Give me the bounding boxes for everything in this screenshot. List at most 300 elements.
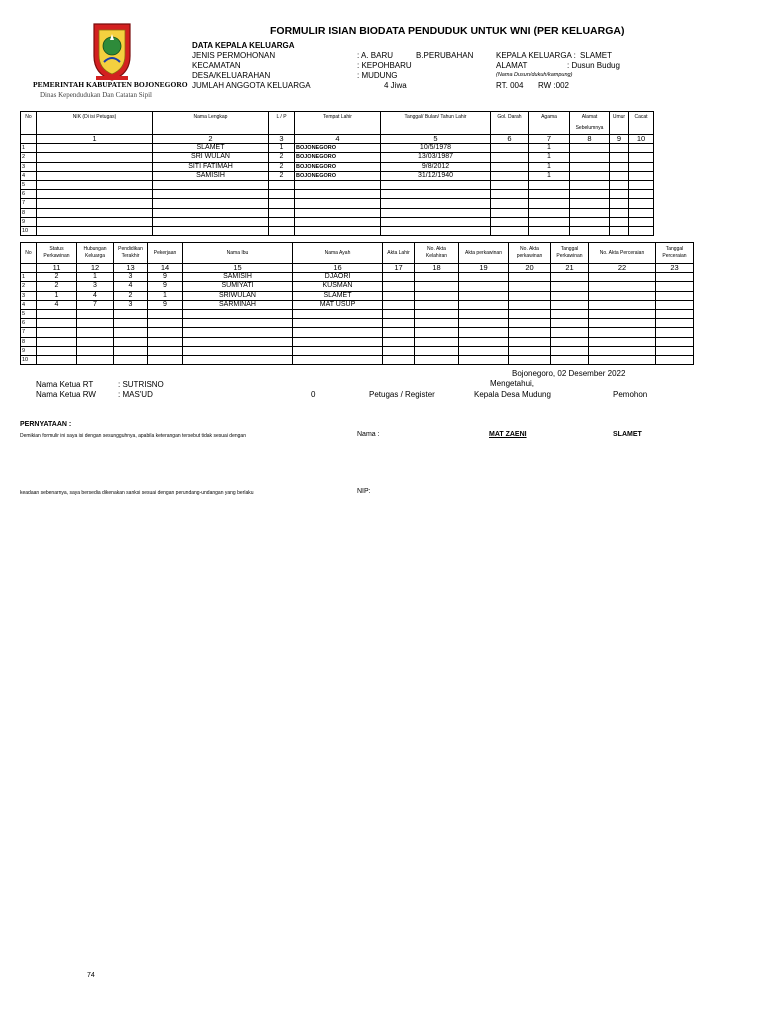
table-cell (610, 162, 629, 171)
table-row (21, 190, 654, 199)
table-cell (551, 346, 589, 355)
table-cell (37, 217, 153, 226)
petugas-label: Petugas / Register (369, 390, 435, 399)
table-cell (415, 300, 459, 309)
table-cell (269, 217, 295, 226)
table-cell: 9 (148, 300, 183, 309)
table-cell (183, 346, 293, 355)
table-cell (269, 190, 295, 199)
desa-label: DESA/KELUARAHAN (192, 71, 271, 80)
table-cell (656, 346, 694, 355)
pernyataan-title: PERNYATAAN : (20, 421, 72, 428)
column-number: 6 (491, 135, 529, 144)
table-cell (415, 309, 459, 318)
table-cell (491, 144, 529, 153)
table-cell: 10 (21, 226, 37, 235)
kepala-label: KEPALA KELUARGA : (496, 51, 576, 60)
table-row (21, 153, 654, 162)
table-row (21, 337, 694, 346)
table-cell (629, 199, 654, 208)
column-number-row (21, 264, 694, 273)
table-cell (37, 208, 153, 217)
table-cell (293, 355, 383, 364)
table-cell: 9 (148, 273, 183, 282)
table-cell (153, 180, 269, 189)
table-cell (269, 199, 295, 208)
table-cell (509, 355, 551, 364)
page-number: 74 (87, 972, 95, 979)
table-cell (509, 319, 551, 328)
nama-label: Nama : (357, 431, 380, 438)
table-cell (459, 309, 509, 318)
table-cell (656, 328, 694, 337)
table-cell (37, 180, 153, 189)
table-cell (269, 208, 295, 217)
table-cell: BOJONEGORO (295, 144, 381, 153)
table-cell (269, 226, 295, 235)
table-cell: 3 (114, 300, 148, 309)
column-header: Akta perkawinan (459, 243, 509, 264)
table-cell (529, 226, 570, 235)
column-header: Akta Lahir (383, 243, 415, 264)
table-cell: 9 (21, 346, 37, 355)
table-cell (114, 309, 148, 318)
table-cell (509, 309, 551, 318)
table-row (21, 171, 654, 180)
rt-name: : SUTRISNO (118, 380, 164, 389)
table-cell (610, 208, 629, 217)
column-number (21, 264, 37, 273)
table-cell: 1 (529, 171, 570, 180)
column-header: Gol. Darah (491, 112, 529, 135)
table-cell (551, 337, 589, 346)
table-row (21, 319, 694, 328)
table-cell (381, 199, 491, 208)
table-cell (383, 319, 415, 328)
column-number: 16 (293, 264, 383, 273)
table-cell (570, 199, 610, 208)
table-cell (37, 319, 77, 328)
table-cell (509, 282, 551, 291)
column-number: 11 (37, 264, 77, 273)
table-cell (570, 190, 610, 199)
column-header: Hubungan Keluarga (77, 243, 114, 264)
table-cell: 4 (21, 171, 37, 180)
table-cell (551, 328, 589, 337)
column-header: Nama Lengkap (153, 112, 269, 135)
table-cell (114, 355, 148, 364)
table-cell (570, 171, 610, 180)
column-number-row (21, 135, 654, 144)
table-row (21, 199, 654, 208)
table-cell (295, 190, 381, 199)
column-number (21, 135, 37, 144)
member-table (20, 111, 654, 236)
sign-date: Bojonegoro, 02 Desember 2022 (512, 369, 626, 378)
table-cell (551, 355, 589, 364)
table-cell (656, 273, 694, 282)
table-cell: 3 (114, 273, 148, 282)
table-cell (629, 180, 654, 189)
table-cell (459, 346, 509, 355)
table-cell: 6 (21, 319, 37, 328)
table-cell (656, 282, 694, 291)
table-cell (183, 337, 293, 346)
table-cell (529, 217, 570, 226)
table-cell (589, 337, 656, 346)
table-cell (491, 208, 529, 217)
table-cell (509, 291, 551, 300)
column-number: 20 (509, 264, 551, 273)
table-cell (293, 328, 383, 337)
nip-label: NIP: (357, 488, 371, 495)
table-cell (589, 291, 656, 300)
table-cell (269, 180, 295, 189)
table-cell (570, 217, 610, 226)
table-cell (610, 144, 629, 153)
table-cell: 5 (21, 180, 37, 189)
column-number: 22 (589, 264, 656, 273)
table-cell (629, 226, 654, 235)
column-number: 5 (381, 135, 491, 144)
table-cell: 1 (269, 144, 295, 153)
column-header: NIK (Di isi Petugas) (37, 112, 153, 135)
alamat-label: ALAMAT (496, 61, 528, 70)
kades-name: MAT ZAENI (489, 431, 527, 438)
table-cell (491, 190, 529, 199)
table-cell (415, 337, 459, 346)
table-cell (148, 309, 183, 318)
table-cell (529, 190, 570, 199)
table-cell (295, 208, 381, 217)
table-cell (295, 199, 381, 208)
table-cell (383, 282, 415, 291)
table-cell (183, 309, 293, 318)
section-title: DATA KEPALA KELUARGA (192, 41, 295, 50)
table-cell (610, 153, 629, 162)
table-row (21, 180, 654, 189)
column-header: Pendidikan Terakhir (114, 243, 148, 264)
table-cell (459, 337, 509, 346)
table-cell (148, 328, 183, 337)
table-cell: 5 (21, 309, 37, 318)
table-cell (610, 180, 629, 189)
table-cell (383, 328, 415, 337)
table-cell (589, 309, 656, 318)
table-row (21, 300, 694, 309)
table-cell: 1 (529, 144, 570, 153)
table-cell: 2 (269, 171, 295, 180)
table-cell: 1 (77, 273, 114, 282)
table-cell (77, 355, 114, 364)
table-cell (293, 346, 383, 355)
rw-name: : MAS'UD (118, 390, 153, 399)
column-header: Umur (610, 112, 629, 135)
table-cell (415, 291, 459, 300)
table-cell (491, 180, 529, 189)
jumlah-value: 4 Jiwa (384, 81, 407, 90)
family-detail-table (20, 242, 694, 365)
table-cell: 4 (114, 282, 148, 291)
table-cell (589, 273, 656, 282)
table-cell: BOJONEGORO (295, 171, 381, 180)
org-name: PEMERINTAH KABUPATEN BOJONEGORO (33, 80, 188, 89)
table-cell: 1 (21, 273, 37, 282)
column-header: No (21, 243, 37, 264)
table-row (21, 328, 694, 337)
column-number: 17 (383, 264, 415, 273)
table-cell (656, 291, 694, 300)
table-cell: MAT USUP (293, 300, 383, 309)
page-title: FORMULIR ISIAN BIODATA PENDUDUK UNTUK WNI (PER KELUARGA) (270, 25, 625, 37)
column-number: 3 (269, 135, 295, 144)
table-row (21, 226, 654, 235)
table-cell: KUSMAN (293, 282, 383, 291)
jenis-label: JENIS PERMOHONAN (192, 51, 276, 60)
column-header: Pekerjaan (148, 243, 183, 264)
table-cell: 31/12/1940 (381, 171, 491, 180)
table-cell (415, 273, 459, 282)
table-cell (629, 217, 654, 226)
table-cell (491, 199, 529, 208)
table-cell (77, 309, 114, 318)
table-cell (153, 217, 269, 226)
column-header: Status Perkawinan (37, 243, 77, 264)
table-cell (529, 208, 570, 217)
table-cell: 10 (21, 355, 37, 364)
table-cell (148, 319, 183, 328)
table-cell (381, 217, 491, 226)
table-cell (77, 319, 114, 328)
table-cell (509, 328, 551, 337)
alamat-note: (Nama Dusun/dukuh/kampung) (496, 72, 573, 78)
table-cell: DJAORI (293, 273, 383, 282)
table-cell: 8 (21, 208, 37, 217)
table-cell (610, 190, 629, 199)
column-header: Nama Ibu (183, 243, 293, 264)
column-header: L / P (269, 112, 295, 135)
table-cell (383, 291, 415, 300)
header-row (21, 243, 694, 264)
table-cell (37, 346, 77, 355)
table-cell (183, 355, 293, 364)
table-cell (37, 328, 77, 337)
table-row (21, 144, 654, 153)
column-number: 9 (610, 135, 629, 144)
table-cell (629, 144, 654, 153)
table-cell (37, 190, 153, 199)
table-cell (629, 171, 654, 180)
column-number: 12 (77, 264, 114, 273)
table-cell: 7 (21, 328, 37, 337)
pernyataan-line-2: keadaan sebenarnya, saya bersedia dikenakan sanksi sesuai dengan perundang-undangan yang berlaku (20, 490, 254, 496)
table-cell: SITI FATIMAH (153, 162, 269, 171)
table-cell: SLAMET (153, 144, 269, 153)
table-cell (491, 226, 529, 235)
table-cell (491, 171, 529, 180)
table-cell (509, 300, 551, 309)
table-cell (589, 300, 656, 309)
table-cell (589, 282, 656, 291)
table-cell (656, 319, 694, 328)
jenis-value: : A. BARU (357, 51, 394, 60)
table-cell (415, 282, 459, 291)
table-cell (183, 319, 293, 328)
kepala-value: SLAMET (580, 51, 613, 60)
rt-label: Nama Ketua RT (36, 380, 94, 389)
table-cell (491, 162, 529, 171)
column-number: 8 (570, 135, 610, 144)
table-cell (551, 291, 589, 300)
table-row (21, 282, 694, 291)
table-cell (37, 162, 153, 171)
table-cell: 2 (21, 153, 37, 162)
table-cell: 2 (114, 291, 148, 300)
zero-value: 0 (311, 390, 316, 399)
table-cell: SAMISIH (183, 273, 293, 282)
table-cell (383, 309, 415, 318)
column-header: No. Akta perkawinan (509, 243, 551, 264)
table-cell (114, 337, 148, 346)
table-cell (629, 190, 654, 199)
table-cell: SARMINAH (183, 300, 293, 309)
table-cell: 1 (148, 291, 183, 300)
column-header: No. Akta Kelahiran (415, 243, 459, 264)
table-cell: 2 (37, 273, 77, 282)
table-cell (629, 162, 654, 171)
table-cell (383, 355, 415, 364)
table-cell (415, 319, 459, 328)
table-cell (37, 355, 77, 364)
table-cell (295, 180, 381, 189)
kecamatan-label: KECAMATAN (192, 61, 241, 70)
column-header: Tanggal Perceraian (656, 243, 694, 264)
table-cell (415, 346, 459, 355)
table-cell (610, 199, 629, 208)
column-header: Alamat Sebelumnya (570, 112, 610, 135)
column-header: Tempat Lahir (295, 112, 381, 135)
table-cell (570, 162, 610, 171)
column-number: 15 (183, 264, 293, 273)
table-cell (491, 153, 529, 162)
table-cell (293, 309, 383, 318)
table-cell (570, 144, 610, 153)
table-cell (589, 328, 656, 337)
table-cell (459, 328, 509, 337)
table-cell: BOJONEGORO (295, 162, 381, 171)
column-number: 19 (459, 264, 509, 273)
column-number: 10 (629, 135, 654, 144)
column-header: Cacat (629, 112, 654, 135)
table-cell (529, 180, 570, 189)
table-cell (148, 337, 183, 346)
table-cell (153, 208, 269, 217)
table-cell: SRI WULAN (153, 153, 269, 162)
table-cell (148, 346, 183, 355)
table-cell (509, 273, 551, 282)
table-cell (459, 282, 509, 291)
table-cell (459, 291, 509, 300)
table-cell (589, 346, 656, 355)
table-cell (570, 180, 610, 189)
table-cell (629, 153, 654, 162)
table-cell (381, 208, 491, 217)
table-cell (37, 199, 153, 208)
table-cell (37, 171, 153, 180)
column-number: 4 (295, 135, 381, 144)
table-cell: SAMISIH (153, 171, 269, 180)
table-cell (153, 199, 269, 208)
table-cell (491, 217, 529, 226)
table-cell (551, 282, 589, 291)
table-cell: 4 (37, 300, 77, 309)
table-cell: 4 (77, 291, 114, 300)
table-cell (383, 273, 415, 282)
table-cell (77, 337, 114, 346)
column-header: No (21, 112, 37, 135)
table-cell: 1 (37, 291, 77, 300)
table-cell: SRIWULAN (183, 291, 293, 300)
column-header: Agama (529, 112, 570, 135)
table-row (21, 309, 694, 318)
table-cell (509, 346, 551, 355)
table-cell (293, 337, 383, 346)
jenis-alt: B.PERUBAHAN (416, 51, 474, 60)
table-row (21, 291, 694, 300)
table-row (21, 208, 654, 217)
header-row (21, 112, 654, 135)
table-cell (383, 346, 415, 355)
table-row (21, 162, 654, 171)
column-number: 18 (415, 264, 459, 273)
table-cell: 2 (37, 282, 77, 291)
table-cell (381, 180, 491, 189)
column-header: Tanggal Perkawinan (551, 243, 589, 264)
table-cell (570, 153, 610, 162)
table-cell: BOJONEGORO (295, 153, 381, 162)
table-cell (383, 337, 415, 346)
table-cell (459, 273, 509, 282)
table-cell (77, 328, 114, 337)
table-cell (656, 337, 694, 346)
column-number: 7 (529, 135, 570, 144)
table-cell (183, 328, 293, 337)
table-cell (459, 355, 509, 364)
table-cell (37, 153, 153, 162)
table-cell: 2 (269, 162, 295, 171)
mengetahui: Mengetahui, (490, 379, 535, 388)
table-cell: 8 (21, 337, 37, 346)
table-cell: 3 (21, 162, 37, 171)
column-number: 14 (148, 264, 183, 273)
pemohon-label: Pemohon (613, 390, 648, 399)
rw-label: Nama Ketua RW (36, 390, 96, 399)
table-cell: 6 (21, 190, 37, 199)
table-cell (551, 319, 589, 328)
table-cell (37, 226, 153, 235)
table-cell: 9 (148, 282, 183, 291)
column-number: 1 (37, 135, 153, 144)
table-cell (459, 300, 509, 309)
column-header: Tanggal/ Bulan/ Tahun Lahir (381, 112, 491, 135)
column-number: 21 (551, 264, 589, 273)
table-cell: 1 (529, 153, 570, 162)
column-number: 2 (153, 135, 269, 144)
table-cell (37, 337, 77, 346)
table-cell (295, 217, 381, 226)
table-cell (656, 300, 694, 309)
table-cell (415, 355, 459, 364)
